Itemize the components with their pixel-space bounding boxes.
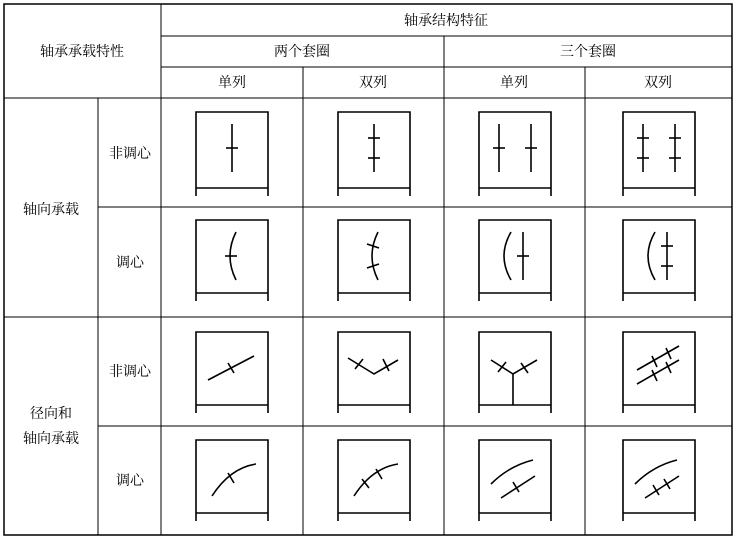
radial-axial-non-aligning-two-ring-double-row-symbol <box>338 332 410 413</box>
alignment-radial-axial-non-aligning: 非调心 <box>109 364 151 380</box>
ring-group-three-rings: 三个套圈 <box>560 44 616 60</box>
axial-self-aligning-three-ring-single-row-symbol <box>479 220 551 301</box>
radial-axial-self-aligning-two-ring-single-row-symbol <box>196 440 268 521</box>
axial-non-aligning-two-ring-double-row-symbol <box>338 112 410 196</box>
radial-axial-non-aligning-three-ring-double-row-symbol <box>623 332 695 413</box>
axial-self-aligning-two-ring-double-row-symbol <box>338 220 410 301</box>
radial-axial-self-aligning-three-ring-double-row-symbol <box>623 440 695 521</box>
structure-header: 轴承结构特征 <box>404 13 488 29</box>
alignment-radial-axial-self-aligning: 调心 <box>116 473 144 489</box>
alignment-axial-non-aligning: 非调心 <box>109 146 151 162</box>
axial-non-aligning-three-ring-double-row-symbol <box>623 112 695 196</box>
row-type-three-ring-single: 单列 <box>500 75 528 91</box>
load-group-radial-axial-line1: 径向和 <box>30 406 72 422</box>
alignment-axial-self-aligning: 调心 <box>116 255 144 271</box>
axial-self-aligning-two-ring-single-row-symbol <box>196 220 268 301</box>
radial-axial-self-aligning-three-ring-single-row-symbol <box>479 440 551 521</box>
axial-non-aligning-two-ring-single-row-symbol <box>196 112 268 196</box>
radial-axial-non-aligning-two-ring-single-row-symbol <box>196 332 268 413</box>
radial-axial-non-aligning-three-ring-single-row-symbol <box>479 332 551 413</box>
row-type-two-ring-single: 单列 <box>218 75 246 91</box>
row-type-two-ring-double: 双列 <box>359 75 387 91</box>
load-group-axial: 轴向承载 <box>23 202 79 218</box>
axial-self-aligning-three-ring-double-row-symbol <box>623 220 695 301</box>
row-type-three-ring-double: 双列 <box>644 75 672 91</box>
ring-group-two-rings: 两个套圈 <box>274 44 330 60</box>
corner-header: 轴承承载特性 <box>40 44 124 60</box>
axial-non-aligning-three-ring-single-row-symbol <box>479 112 551 196</box>
radial-axial-self-aligning-two-ring-double-row-symbol <box>338 440 410 521</box>
load-group-radial-axial-line2: 轴向承载 <box>23 431 79 447</box>
